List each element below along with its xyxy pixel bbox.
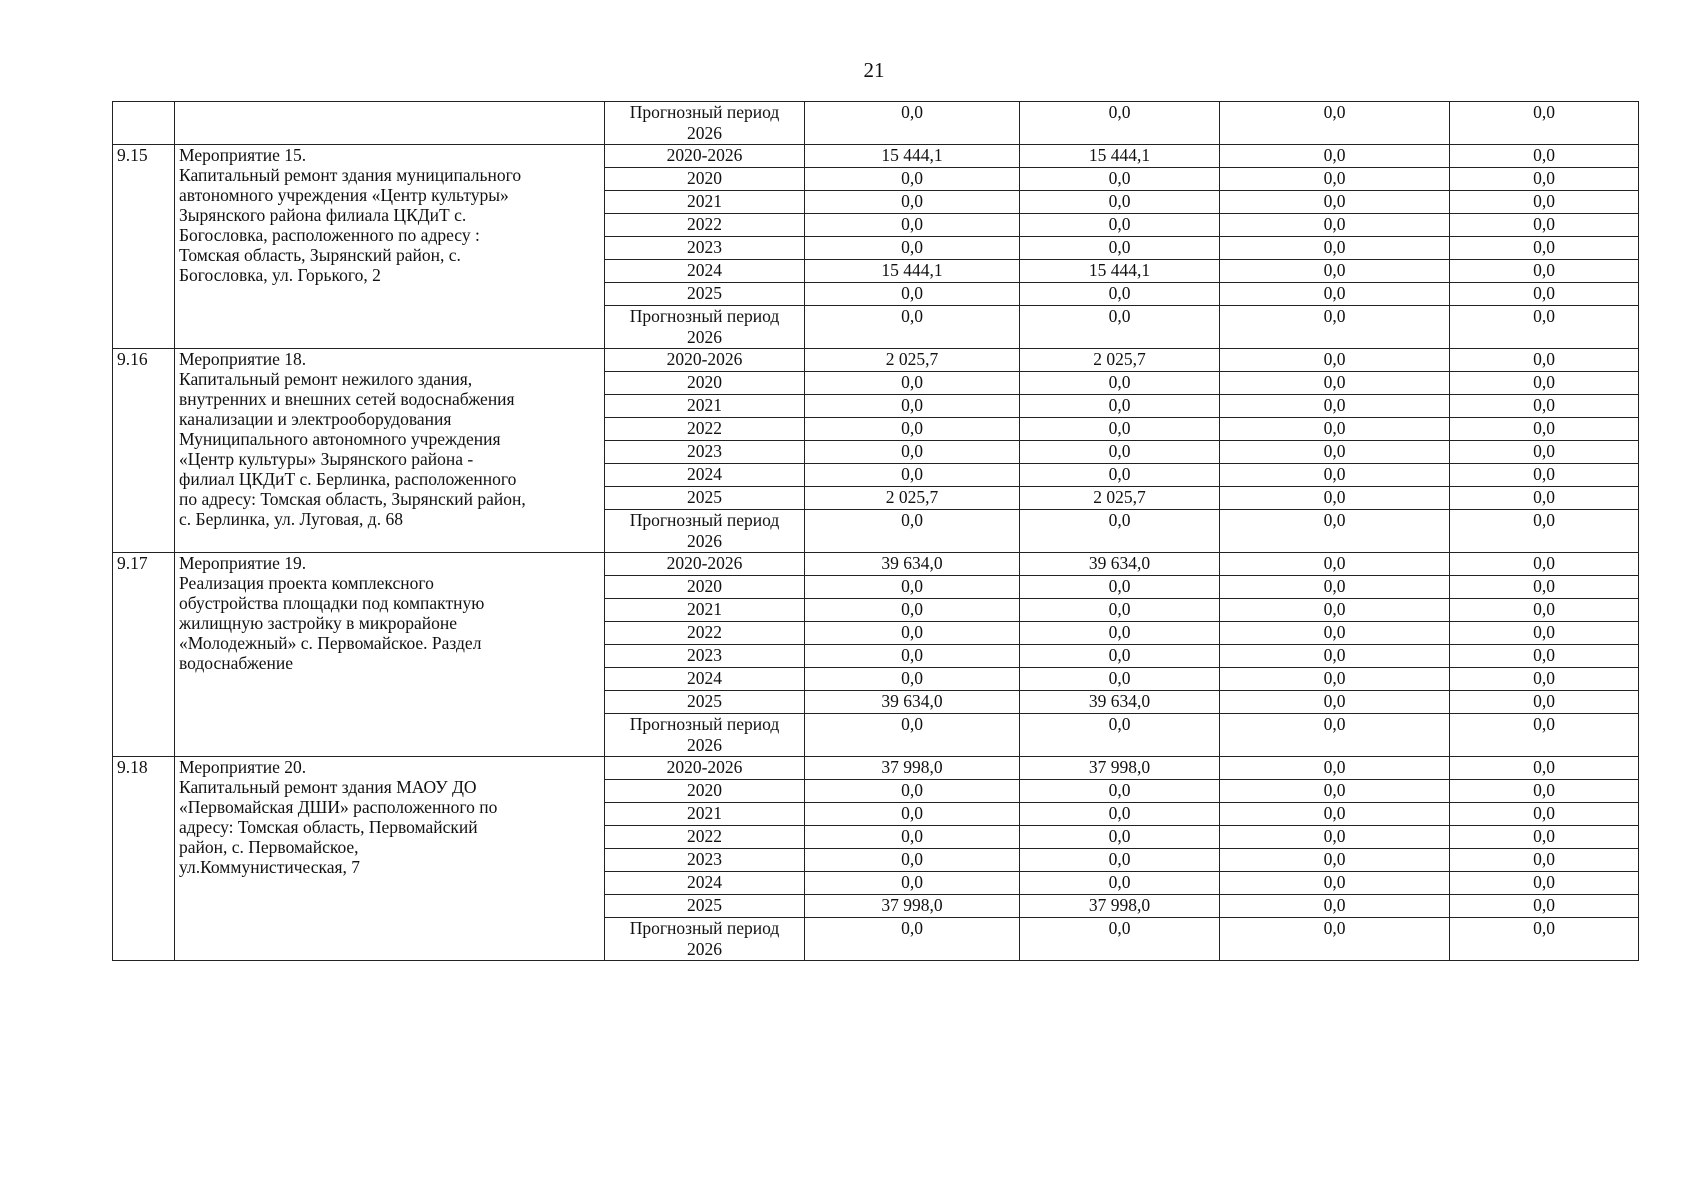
value-cell: 0,0 — [805, 237, 1020, 260]
value-cell: 0,0 — [1220, 757, 1450, 780]
measure-title-line: Мероприятие 19. — [179, 553, 307, 573]
value-cell: 0,0 — [1450, 145, 1639, 168]
measure-title — [175, 553, 605, 757]
value-cell: 15 444,1 — [805, 260, 1020, 283]
table-body — [113, 102, 1639, 961]
number-cell — [113, 102, 175, 145]
value-cell: 0,0 — [1450, 668, 1639, 691]
value-cell: 0,0 — [805, 441, 1020, 464]
value-cell: 0,0 — [805, 418, 1020, 441]
value-cell: 0,0 — [805, 576, 1020, 599]
value-cell: 0,0 — [1020, 102, 1220, 145]
period-cell: 2023 — [605, 849, 805, 872]
value-cell: 0,0 — [805, 803, 1020, 826]
measure-title-line: Томская область, Зырянский район, с. — [179, 245, 461, 265]
value-cell: 0,0 — [1450, 441, 1639, 464]
value-cell: 0,0 — [805, 714, 1020, 757]
period-cell: 2025 — [605, 691, 805, 714]
value-cell: 15 444,1 — [1020, 145, 1220, 168]
value-cell: 0,0 — [1020, 191, 1220, 214]
period-cell: 2025 — [605, 283, 805, 306]
period-cell: 2024 — [605, 260, 805, 283]
value-cell: 0,0 — [805, 622, 1020, 645]
value-cell: 0,0 — [1020, 803, 1220, 826]
value-cell: 2 025,7 — [1020, 349, 1220, 372]
measure-title-line: Капитальный ремонт здания МАОУ ДО — [179, 777, 477, 797]
value-cell: 0,0 — [805, 283, 1020, 306]
value-cell: 0,0 — [1020, 168, 1220, 191]
value-cell: 0,0 — [1220, 191, 1450, 214]
measure-title-line: канализации и электрооборудования — [179, 409, 452, 429]
period-cell: 2023 — [605, 237, 805, 260]
value-cell: 37 998,0 — [1020, 757, 1220, 780]
value-cell: 39 634,0 — [805, 553, 1020, 576]
value-cell: 0,0 — [1020, 372, 1220, 395]
value-cell: 0,0 — [1450, 283, 1639, 306]
value-cell: 0,0 — [1220, 237, 1450, 260]
value-cell: 0,0 — [805, 510, 1020, 553]
table-row — [113, 349, 1639, 372]
table-row — [113, 145, 1639, 168]
value-cell: 0,0 — [1020, 464, 1220, 487]
measure-title-line: «Первомайская ДШИ» расположенного по — [179, 797, 498, 817]
period-cell: 2020 — [605, 372, 805, 395]
value-cell: 0,0 — [1450, 599, 1639, 622]
period-cell: 2020-2026 — [605, 145, 805, 168]
period-cell: 2022 — [605, 622, 805, 645]
value-cell: 0,0 — [1220, 918, 1450, 961]
value-cell: 0,0 — [805, 102, 1020, 145]
value-cell: 0,0 — [1220, 441, 1450, 464]
measure-title-line: Мероприятие 15. — [179, 145, 307, 165]
measure-title-line: по адресу: Томская область, Зырянский район, — [179, 489, 526, 509]
measure-title-line: жилищную застройку в микрорайоне — [179, 613, 457, 633]
period-cell: 2020 — [605, 780, 805, 803]
measure-title-line: водоснабжение — [179, 653, 293, 673]
value-cell: 0,0 — [805, 668, 1020, 691]
value-cell: 0,0 — [1220, 464, 1450, 487]
period-year: 2026 — [687, 327, 722, 347]
measure-number: 9.18 — [113, 757, 175, 961]
measure-title-line: Мероприятие 18. — [179, 349, 307, 369]
period-year: 2026 — [687, 939, 722, 959]
measure-title — [175, 349, 605, 553]
value-cell: 0,0 — [805, 306, 1020, 349]
value-cell: 0,0 — [1220, 599, 1450, 622]
value-cell: 37 998,0 — [805, 757, 1020, 780]
measure-title-line: автономного учреждения «Центр культуры» — [179, 185, 509, 205]
period-cell — [605, 510, 805, 553]
period-cell: 2020 — [605, 168, 805, 191]
value-cell: 0,0 — [1450, 803, 1639, 826]
measure-title-line: Капитальный ремонт нежилого здания, — [179, 369, 473, 389]
value-cell: 0,0 — [805, 214, 1020, 237]
value-cell: 0,0 — [1020, 645, 1220, 668]
value-cell: 0,0 — [1020, 283, 1220, 306]
value-cell: 2 025,7 — [805, 487, 1020, 510]
page-number: 21 — [863, 58, 885, 82]
measure-title-line: Капитальный ремонт здания муниципального — [179, 165, 522, 185]
period-cell — [605, 918, 805, 961]
measure-title-line: внутренних и внешних сетей водоснабжения — [179, 389, 515, 409]
value-cell: 0,0 — [1220, 645, 1450, 668]
value-cell: 0,0 — [805, 645, 1020, 668]
value-cell: 0,0 — [805, 826, 1020, 849]
period-cell: 2025 — [605, 895, 805, 918]
value-cell: 0,0 — [1450, 191, 1639, 214]
measure-title-line: Зырянского района филиала ЦКДиТ с. — [179, 205, 467, 225]
value-cell: 0,0 — [1020, 395, 1220, 418]
measure-title-line: с. Берлинка, ул. Луговая, д. 68 — [179, 509, 403, 529]
value-cell: 2 025,7 — [1020, 487, 1220, 510]
value-cell: 39 634,0 — [1020, 553, 1220, 576]
value-cell: 0,0 — [1220, 714, 1450, 757]
table-row — [113, 102, 1639, 145]
measure-title — [175, 145, 605, 349]
period-cell: 2022 — [605, 826, 805, 849]
value-cell: 0,0 — [805, 372, 1020, 395]
period-label: Прогнозный период — [629, 102, 780, 122]
value-cell: 0,0 — [1220, 576, 1450, 599]
value-cell: 39 634,0 — [1020, 691, 1220, 714]
period-cell — [605, 714, 805, 757]
value-cell: 0,0 — [805, 395, 1020, 418]
value-cell: 0,0 — [1450, 260, 1639, 283]
value-cell: 0,0 — [1450, 168, 1639, 191]
period-cell: 2021 — [605, 599, 805, 622]
value-cell: 0,0 — [1450, 576, 1639, 599]
value-cell: 0,0 — [1450, 553, 1639, 576]
measure-title-line: ул.Коммунистическая, 7 — [179, 857, 361, 877]
value-cell: 0,0 — [805, 872, 1020, 895]
value-cell: 0,0 — [805, 780, 1020, 803]
value-cell: 0,0 — [1450, 306, 1639, 349]
period-cell: 2020-2026 — [605, 553, 805, 576]
period-label: Прогнозный период — [629, 306, 780, 326]
value-cell: 0,0 — [1220, 780, 1450, 803]
measure-number: 9.17 — [113, 553, 175, 757]
measure-title — [175, 757, 605, 961]
value-cell: 0,0 — [1220, 102, 1450, 145]
period-cell: 2021 — [605, 395, 805, 418]
value-cell: 0,0 — [1020, 214, 1220, 237]
value-cell: 0,0 — [1450, 372, 1639, 395]
period-year: 2026 — [687, 123, 722, 143]
measure-title-line: «Молодежный» с. Первомайское. Раздел — [179, 633, 482, 653]
value-cell: 0,0 — [1450, 780, 1639, 803]
value-cell: 0,0 — [1450, 510, 1639, 553]
value-cell: 0,0 — [1450, 418, 1639, 441]
period-cell — [605, 306, 805, 349]
value-cell: 0,0 — [1220, 260, 1450, 283]
value-cell: 0,0 — [1020, 622, 1220, 645]
value-cell: 0,0 — [1450, 826, 1639, 849]
value-cell: 0,0 — [805, 191, 1020, 214]
value-cell: 0,0 — [1450, 487, 1639, 510]
value-cell: 0,0 — [1020, 918, 1220, 961]
budget-table — [112, 101, 1639, 961]
value-cell: 0,0 — [805, 599, 1020, 622]
value-cell: 0,0 — [1450, 349, 1639, 372]
value-cell: 37 998,0 — [1020, 895, 1220, 918]
value-cell: 0,0 — [1220, 849, 1450, 872]
period-cell: 2020-2026 — [605, 349, 805, 372]
period-year: 2026 — [687, 735, 722, 755]
value-cell: 0,0 — [1220, 895, 1450, 918]
value-cell: 0,0 — [1020, 510, 1220, 553]
value-cell: 0,0 — [1220, 168, 1450, 191]
value-cell: 2 025,7 — [805, 349, 1020, 372]
measure-number: 9.15 — [113, 145, 175, 349]
period-cell: 2020-2026 — [605, 757, 805, 780]
value-cell: 0,0 — [1220, 349, 1450, 372]
measure-number: 9.16 — [113, 349, 175, 553]
value-cell: 0,0 — [1020, 780, 1220, 803]
value-cell: 0,0 — [1450, 691, 1639, 714]
value-cell: 0,0 — [1020, 599, 1220, 622]
value-cell: 0,0 — [1020, 714, 1220, 757]
period-cell: 2022 — [605, 214, 805, 237]
value-cell: 0,0 — [1220, 306, 1450, 349]
value-cell: 0,0 — [805, 464, 1020, 487]
measure-title-line: Богословка, ул. Горького, 2 — [179, 265, 381, 285]
value-cell: 15 444,1 — [805, 145, 1020, 168]
period-label: Прогнозный период — [629, 918, 780, 938]
measure-title-line: Муниципального автономного учреждения — [179, 429, 501, 449]
period-year: 2026 — [687, 531, 722, 551]
value-cell: 39 634,0 — [805, 691, 1020, 714]
measure-title-line: «Центр культуры» Зырянского района - — [179, 449, 474, 469]
value-cell: 0,0 — [1020, 418, 1220, 441]
value-cell: 0,0 — [1020, 306, 1220, 349]
measure-title-line: Реализация проекта комплексного — [179, 573, 434, 593]
value-cell: 0,0 — [1220, 510, 1450, 553]
value-cell: 0,0 — [1220, 553, 1450, 576]
measure-title-line: Мероприятие 20. — [179, 757, 307, 777]
period-cell: 2023 — [605, 441, 805, 464]
value-cell: 0,0 — [1220, 418, 1450, 441]
table-row — [113, 553, 1639, 576]
value-cell: 37 998,0 — [805, 895, 1020, 918]
measure-title-line: район, с. Первомайское, — [179, 837, 359, 857]
value-cell: 0,0 — [1450, 102, 1639, 145]
value-cell: 0,0 — [1220, 395, 1450, 418]
value-cell: 0,0 — [1020, 441, 1220, 464]
value-cell: 0,0 — [1450, 214, 1639, 237]
period-cell — [605, 102, 805, 145]
value-cell: 0,0 — [1450, 645, 1639, 668]
measure-title-line: адресу: Томская область, Первомайский — [179, 817, 478, 837]
value-cell: 0,0 — [1220, 214, 1450, 237]
value-cell: 0,0 — [1220, 372, 1450, 395]
value-cell: 0,0 — [1450, 395, 1639, 418]
value-cell: 0,0 — [1450, 918, 1639, 961]
value-cell: 0,0 — [1220, 283, 1450, 306]
value-cell: 0,0 — [1450, 757, 1639, 780]
value-cell: 0,0 — [1450, 872, 1639, 895]
period-cell: 2024 — [605, 464, 805, 487]
period-label: Прогнозный период — [629, 714, 780, 734]
period-cell: 2021 — [605, 191, 805, 214]
value-cell: 0,0 — [1220, 691, 1450, 714]
table-row — [113, 757, 1639, 780]
value-cell: 0,0 — [1220, 145, 1450, 168]
title-cell — [175, 102, 605, 145]
measure-title-line: филиал ЦКДиТ с. Берлинка, расположенного — [179, 469, 517, 489]
value-cell: 0,0 — [1450, 714, 1639, 757]
value-cell: 0,0 — [805, 849, 1020, 872]
value-cell: 0,0 — [1220, 872, 1450, 895]
period-cell: 2024 — [605, 668, 805, 691]
value-cell: 0,0 — [1020, 849, 1220, 872]
value-cell: 0,0 — [805, 918, 1020, 961]
period-cell: 2020 — [605, 576, 805, 599]
value-cell: 0,0 — [1220, 668, 1450, 691]
value-cell: 0,0 — [1020, 668, 1220, 691]
value-cell: 0,0 — [1220, 826, 1450, 849]
value-cell: 0,0 — [1020, 237, 1220, 260]
value-cell: 0,0 — [1450, 622, 1639, 645]
value-cell: 0,0 — [1020, 576, 1220, 599]
measure-title-line: обустройства площадки под компактную — [179, 593, 485, 613]
value-cell: 0,0 — [1450, 464, 1639, 487]
value-cell: 0,0 — [1220, 803, 1450, 826]
measure-title-line: Богословка, расположенного по адресу : — [179, 225, 480, 245]
value-cell: 0,0 — [1450, 895, 1639, 918]
period-cell: 2022 — [605, 418, 805, 441]
period-cell: 2023 — [605, 645, 805, 668]
value-cell: 0,0 — [805, 168, 1020, 191]
period-label: Прогнозный период — [629, 510, 780, 530]
period-cell: 2025 — [605, 487, 805, 510]
value-cell: 0,0 — [1220, 487, 1450, 510]
value-cell: 0,0 — [1220, 622, 1450, 645]
value-cell: 0,0 — [1450, 237, 1639, 260]
value-cell: 0,0 — [1020, 826, 1220, 849]
value-cell: 0,0 — [1450, 849, 1639, 872]
period-cell: 2024 — [605, 872, 805, 895]
value-cell: 15 444,1 — [1020, 260, 1220, 283]
period-cell: 2021 — [605, 803, 805, 826]
value-cell: 0,0 — [1020, 872, 1220, 895]
